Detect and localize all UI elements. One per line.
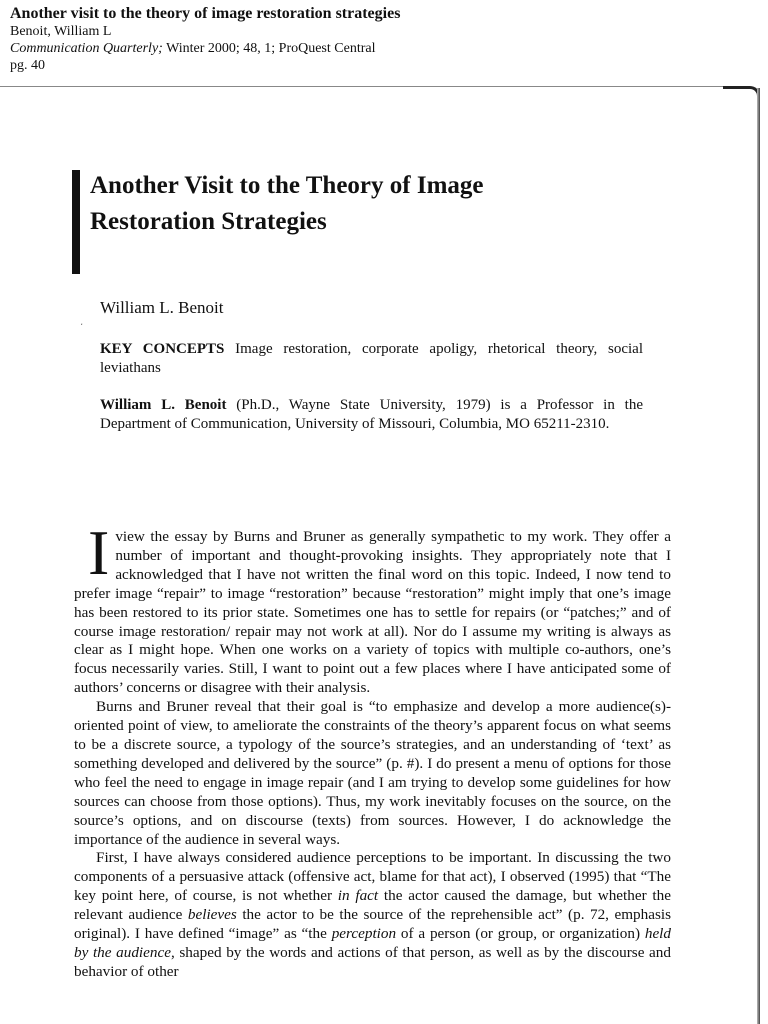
citation-page: pg. 40 <box>10 58 45 73</box>
header-divider <box>0 86 730 87</box>
paragraph-1-text: view the essay by Burns and Bruner as generally sympathetic to my work. They offer a number of important and thought-provoking insights. They appropriately note that I acknowledged that I have not written the final word on this topic. Indeed, I now tend to prefer image “repair” to image “restoration” because “restoration” might imply that one’s image has been restored to its prior state. Sometimes one has to settle for repairs (or “patches;” and of course image restoration/ repair may not work at all). Nor do I assume my writing is always as clear as I might hope. When one works on a variety of topics with multiple co-authors, one’s focus necessarily varies. Still, I want to point out a few places where I have anticipated some of authors’ concerns or disagree with their analysis. <box>74 528 671 697</box>
article-title-line-2: Restoration Strategies <box>90 208 327 235</box>
citation-title: Another visit to the theory of image restoration strategies <box>10 5 401 22</box>
paragraph-3-text-d: of a person (or group, or organization) <box>396 925 645 943</box>
paragraph-3-emphasis-4: held by the audience <box>74 925 671 961</box>
key-concepts-text: Image restoration, corporate apoligy, rhetorical theory, social leviathans <box>100 341 643 376</box>
paragraph-2: Burns and Bruner reveal that their goal is “to emphasize and develop a more audience(s)-oriented point of view, to ameliorate the constraints of the theory’s apparent focus on what seems to be a discrete source, a typology of the source’s strategies, and an understanding of ‘text’ as something developed and delivered by the source” (p. #). I do present a menu of options for those who feel the need to engage in image repair (and I am trying to develop some guidelines for how sources can choose from those options). Thus, my work inevitably focuses on the source, on the source’s options, and on discourse (texts) from sources. However, I do acknowledge the importance of the audience in several ways. <box>74 698 671 848</box>
citation-author: Benoit, William L <box>10 24 112 39</box>
paragraph-3-emphasis-2: believes <box>187 906 237 924</box>
author-bio-name: William L. Benoit <box>100 397 227 413</box>
key-concepts <box>100 340 643 378</box>
article-title <box>90 168 650 240</box>
paragraph-3 <box>74 849 671 981</box>
article-author: William L. Benoit <box>100 298 224 317</box>
paragraph-3-text-b: the actor caused the damage, but whether the relevant audience <box>74 887 671 924</box>
paragraph-3-emphasis-3: perception <box>331 925 397 943</box>
citation-issue: Winter 2000; 48, 1; ProQuest Central <box>162 41 376 56</box>
title-accent-bar <box>72 170 80 274</box>
article-title-line-1: Another Visit to the Theory of Image <box>90 172 484 199</box>
paragraph-1 <box>74 517 671 698</box>
paragraph-3-text-a: First, I have always considered audience perceptions to be important. In discussing the two components of a persuasive attack (offensive act, blame for that act), I observed (1995) that “The key point here, of course, is not whether <box>74 849 671 905</box>
paragraph-3-text-e: , shaped by the words and actions of that person, as well as by the discourse and behavior of other <box>74 943 671 980</box>
paragraph-3-emphasis-1: in fact <box>337 887 379 905</box>
key-concepts-label: KEY CONCEPTS <box>100 341 225 357</box>
citation-header <box>10 4 400 74</box>
scan-mark: ˑ <box>80 318 84 332</box>
author-bio-text: (Ph.D., Wayne State University, 1979) is a Professor in the Department of Communication, University of Missouri, Columbia, MO 65211-2310. <box>100 397 643 432</box>
paragraph-3-text-c: the actor to be the source of the reprehensible act” (p. 72, emphasis original). I have defined “image” as “the <box>74 906 672 943</box>
article-body <box>74 517 672 982</box>
scanned-page-corner <box>723 86 760 103</box>
author-bio <box>100 396 643 434</box>
drop-cap: I <box>88 517 110 588</box>
citation-source <box>10 40 400 57</box>
citation-journal: Communication Quarterly; <box>10 41 163 56</box>
scanned-page-edge <box>757 88 760 1024</box>
